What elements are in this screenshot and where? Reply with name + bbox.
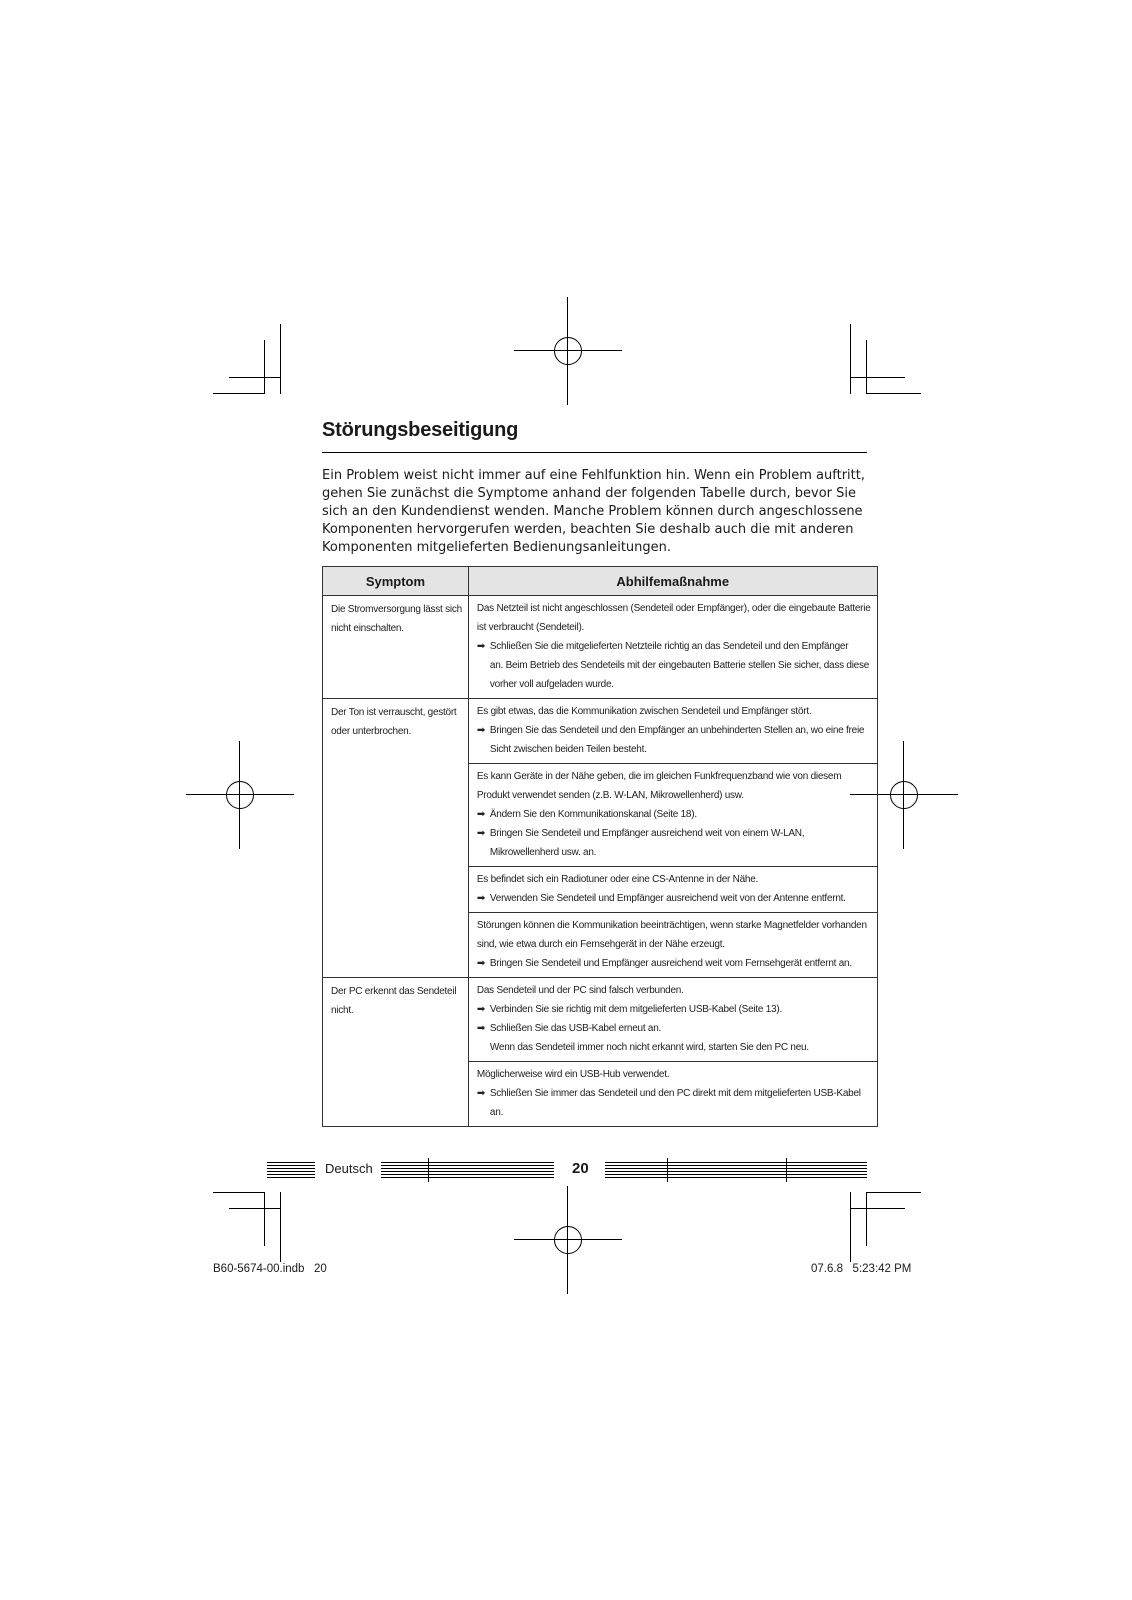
- action-text-continued: an.: [489, 1107, 504, 1118]
- cause-text: Möglicherweise wird ein USB-Hub verwendet.: [476, 1069, 670, 1080]
- crop-mark: [280, 324, 281, 394]
- action-text: Bringen Sie Sendeteil und Empfänger ausreichend weit von einem W-LAN,: [489, 828, 805, 839]
- arrow-right-icon: ➡: [476, 1088, 486, 1099]
- action-text-continued: Mikrowellenherd usw. an.: [489, 847, 597, 858]
- remedy-cell: [468, 699, 877, 978]
- footer-stripes: [267, 1162, 315, 1179]
- cause-text: sind, wie etwa durch ein Fernsehgerät in der Nähe erzeugt.: [476, 939, 725, 950]
- action-text: Schließen Sie immer das Sendeteil und den PC direkt mit dem mitgelieferten USB-Kabel: [489, 1088, 861, 1099]
- action-text: Schließen Sie das USB-Kabel erneut an.: [489, 1023, 662, 1034]
- registration-mark-bottom: [514, 1186, 622, 1294]
- column-header-remedy: Abhilfemaßnahme: [468, 567, 877, 596]
- remedy-cell: [468, 978, 877, 1127]
- action-item: [477, 954, 871, 973]
- print-slug-file: B60-5674-00.indb 20: [213, 1263, 327, 1275]
- action-item: [477, 721, 871, 740]
- remedy-cell: [468, 596, 877, 699]
- action-text: Bringen Sie das Sendeteil und den Empfänger an unbehinderten Stellen an, wo eine freie: [489, 725, 865, 736]
- table-header-row: [323, 567, 878, 596]
- remedy-block: [469, 699, 877, 763]
- symptom-text: Der PC erkennt das Sendeteil: [331, 986, 457, 997]
- cause-text: Störungen können die Kommunikation beeinträchtigen, wenn starke Magnetfelder vorhanden: [476, 920, 867, 931]
- footer-tick: [786, 1158, 787, 1182]
- remedy-block: [469, 978, 877, 1061]
- symptom-text: nicht.: [331, 1005, 354, 1016]
- crop-mark: [866, 393, 921, 394]
- page-number: 20: [572, 1160, 589, 1177]
- crop-mark: [229, 377, 281, 378]
- title-rule: [322, 452, 867, 453]
- arrow-right-icon: ➡: [476, 893, 486, 904]
- arrow-right-icon: ➡: [476, 641, 486, 652]
- symptom-text: Der Ton ist verrauscht, gestört: [331, 707, 457, 718]
- symptom-text: Die Stromversorgung lässt sich: [331, 604, 462, 615]
- footer-tick: [428, 1158, 429, 1182]
- table-row: [323, 699, 878, 978]
- action-text: Schließen Sie die mitgelieferten Netzteile richtig an das Sendeteil und den Empfänger: [489, 641, 849, 652]
- symptom-cell: [323, 978, 469, 1127]
- action-text-continued: an. Beim Betrieb des Sendeteils mit der eingebauten Batterie stellen Sie sicher, dass diese: [489, 660, 870, 671]
- remedy-block: [469, 763, 877, 866]
- arrow-right-icon: ➡: [476, 1023, 486, 1034]
- action-text: Bringen Sie Sendeteil und Empfänger ausreichend weit vom Fernsehgerät entfernt an.: [489, 958, 852, 969]
- action-item: [477, 637, 871, 656]
- footer-stripes: [381, 1162, 554, 1179]
- crop-mark: [213, 393, 265, 394]
- crop-mark: [866, 340, 867, 394]
- registration-mark-left: [186, 741, 294, 849]
- remedy-block: [469, 866, 877, 912]
- action-text-continued: Wenn das Sendeteil immer noch nicht erkannt wird, starten Sie den PC neu.: [489, 1042, 809, 1053]
- remedy-block: [469, 912, 877, 977]
- crop-mark: [280, 1192, 281, 1262]
- action-item: [477, 824, 871, 843]
- arrow-right-icon: ➡: [476, 958, 486, 969]
- column-header-symptom: Symptom: [323, 567, 469, 596]
- action-item: [477, 805, 871, 824]
- symptom-text: nicht einschalten.: [331, 623, 404, 634]
- symptom-cell: [323, 596, 469, 699]
- intro-line: Ein Problem weist nicht immer auf eine Fehlfunktion hin. Wenn ein Problem auftritt,: [322, 468, 865, 483]
- remedy-block: [469, 1061, 877, 1126]
- crop-mark: [850, 324, 851, 394]
- action-item: [477, 1019, 871, 1038]
- table-row: [323, 978, 878, 1127]
- crop-mark: [264, 1192, 265, 1246]
- intro-line: sich an den Kundendienst wenden. Manche Problem können durch angeschlossene: [322, 504, 863, 519]
- footer-language: Deutsch: [325, 1161, 373, 1176]
- arrow-right-icon: ➡: [476, 725, 486, 736]
- action-item: [477, 889, 871, 908]
- cause-text: Das Netzteil ist nicht angeschlossen (Sendeteil oder Empfänger), oder die eingebaute Batterie: [476, 603, 871, 614]
- cause-text: Es gibt etwas, das die Kommunikation zwischen Sendeteil und Empfänger stört.: [476, 706, 812, 717]
- cause-text: Produkt verwendet senden (z.B. W-LAN, Mikrowellenherd) usw.: [476, 790, 744, 801]
- registration-mark-top: [514, 297, 622, 405]
- footer-tick: [667, 1158, 668, 1182]
- footer-stripes: [605, 1162, 867, 1179]
- crop-mark: [866, 1192, 867, 1246]
- cause-text: ist verbraucht (Sendeteil).: [476, 622, 585, 633]
- symptom-text: oder unterbrochen.: [331, 726, 412, 737]
- crop-mark: [264, 340, 265, 394]
- intro-line: Komponenten hervorgerufen werden, beachten Sie deshalb auch die mit anderen: [322, 522, 854, 537]
- table-body: [323, 596, 878, 1127]
- action-text: Ändern Sie den Kommunikationskanal (Seite 18).: [489, 809, 697, 820]
- action-text: Verbinden Sie sie richtig mit dem mitgelieferten USB-Kabel (Seite 13).: [489, 1004, 782, 1015]
- remedy-block: [469, 596, 877, 698]
- action-item: [477, 1084, 871, 1103]
- intro-paragraph: [322, 467, 867, 557]
- crop-mark: [229, 1208, 281, 1209]
- arrow-right-icon: ➡: [476, 828, 486, 839]
- troubleshooting-table: [322, 566, 878, 1127]
- table-row: [323, 596, 878, 699]
- crop-mark: [850, 377, 905, 378]
- arrow-right-icon: ➡: [476, 1004, 486, 1015]
- page-title: Störungsbeseitigung: [322, 419, 519, 441]
- action-item: [477, 1000, 871, 1019]
- crop-mark: [866, 1192, 921, 1193]
- crop-mark: [213, 1192, 265, 1193]
- action-text-continued: Sicht zwischen beiden Teilen besteht.: [489, 744, 647, 755]
- crop-mark: [850, 1208, 905, 1209]
- symptom-cell: [323, 699, 469, 978]
- intro-line: gehen Sie zunächst die Symptome anhand der folgenden Tabelle durch, bevor Sie: [322, 486, 857, 501]
- arrow-right-icon: ➡: [476, 809, 486, 820]
- action-text: Verwenden Sie Sendeteil und Empfänger ausreichend weit von der Antenne entfernt.: [489, 893, 846, 904]
- cause-text: Es befindet sich ein Radiotuner oder eine CS-Antenne in der Nähe.: [476, 874, 759, 885]
- action-text-continued: vorher voll aufgeladen wurde.: [489, 679, 614, 690]
- cause-text: Das Sendeteil und der PC sind falsch verbunden.: [476, 985, 684, 996]
- cause-text: Es kann Geräte in der Nähe geben, die im gleichen Funkfrequenzband wie von diesem: [476, 771, 842, 782]
- print-slug-timestamp: 07.6.8 5:23:42 PM: [811, 1263, 912, 1275]
- intro-line: Komponenten mitgelieferten Bedienungsanleitungen.: [322, 540, 672, 555]
- crop-mark: [850, 1192, 851, 1262]
